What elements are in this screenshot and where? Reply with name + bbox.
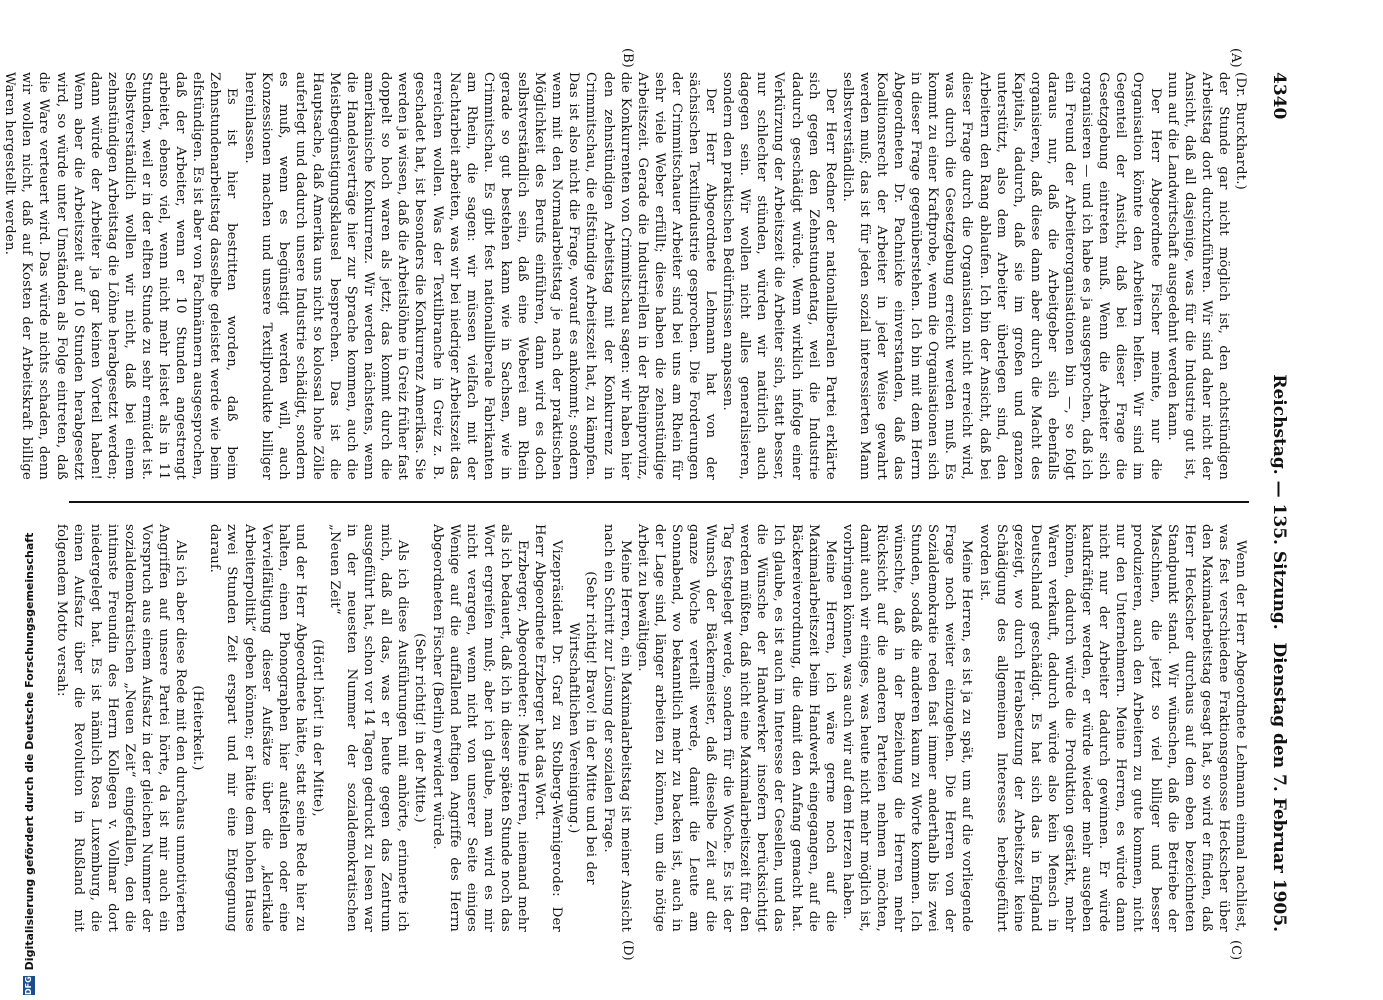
header-title: Reichstag. — 135. Sitzung. xyxy=(1269,374,1289,630)
left-paragraph: Der Herr Abgeordnete Lehmann hat von der sächsischen Textilindustrie gesprochen. Die Forderungen der Crimmitschauer Arbeiter sind bei uns am Rhein für sehr viele Weber erfüllt; diese haben die zehnstündige Arbeitszeit. Gerade die Industriellen in der Rheinprovinz, die Konkurrenten von Crimmitschau sagen: wir haben hier den zehnstündigen Arbeitstag mit der Konkurrenz in Crimmitschau, die elfstündige Arbeitszeit hat, zu kämpfen. Das ist also nicht die Frage, worauf es ankommt; sondern wenn mit den Normalarbeitstag je nach der praktischen Möglichkeit des Berufs einführen, dann wird es doch selbstverständlich sein, daß eine Weberei am Rhein gerade so gut bestehen kann wie in Sachsen, wie in Crimmitschau. Es gibt fest nationalliberale Fabrikanten am Rhein, die sagen: wir müssen vielfach mit der Nachtarbeit arbeiten, was wir bei niedriger Arbeitszeit das erreichen wollen. Was der Textilbranche in Greiz z. B. geschadet hat, ist besonders die Konkurrenz Amerikas. Sie werden ja wissen, daß die Arbeitslöhne in Greiz früher fast doppelt so hoch waren als jetzt; das kommt durch die amerikanische Konkurrenz. Wir werden nächstens, wenn die Handelsverträge hier zur Sprache kommen, auch die Meistbegünstigungsklausel besprechen. Das ist die Hauptsache, daß Amerika uns nicht so kolossal hohe Zölle auferlegt und dadurch unsere Industrie schädigt, sondern es muß, wenn es begünstigt werden will, auch Konzessionen machen und unsere Textilprodukte billiger hereinlassen. xyxy=(241,72,719,480)
right-column xyxy=(53,524,1249,932)
right-paragraph: Als ich diese Ausführungen mit anhörte, erinnerte ich mich, daß all das, was er heute gegen das Zentrum ausgeführt hat, schon vor 14 Tagen gedruckt zu lesen war in der neuesten Nummer der sozialdemokratischen „Neuen Zeit“ xyxy=(327,524,411,932)
right-paragraph: Meine Herren, ich wäre gerne noch auf die Maximalarbeitszeit beim Handwerk eingegangen, auf die Bäckereiverordnung, die damit den Anfang gemacht hat. Ich glaube, es ist auch im Interesse der Gesellen, und das die Wünsche der Handwerker insofern berücksichtigt werden müßten, daß nicht eine Maximalarbeitszeit für den Tag festgelegt werde, sondern für die Woche. Es ist der Wunsch der Bäckermeister, daß dieselbe Zeit auf die ganze Woche verteilt werde, damit die Leute am Sonnabend, wo bekanntlich mehr zu backen ist, auch in der Lage sind, länger arbeiten zu können, um die nötige Arbeit zu bewältigen. xyxy=(634,524,838,932)
left-paragraph: Der Herr Abgeordnete Fischer meinte, nur die Organisation könnte den Arbeitern helfen. Wir sind im Gegenteil der Ansicht, daß bei dieser Frage die Gesetzgebung eintreten muß. Wenn die Arbeiter sich organisieren — und ich habe es ja ausgesprochen, daß ich ein Freund der Arbeiterorganisationen bin —, so folgt daraus nur, daß die Arbeitgeber sich ebenfalls organisieren, daß diese dann aber durch die Macht des Kapitals, dadurch, daß sie im großen und ganzen unterstützt, also dem Arbeiter überlegen sind, den Arbeitern den Rang ablaufen. Ich bin der Ansicht, daß bei dieser Frage durch die Organisation nicht erreicht wird, was durch die Gesetzgebung erreicht werden muß. Es kommt zu einer Kraftprobe, wenn die Organisationen sich in dieser Frage gegenüberstehen. Ich bin mit dem Herrn Abgeordneten Dr. Pachnicke einverstanden, daß das Koalitionsrecht der Arbeiter in jeder Weise gewahrt werden muß; das ist für jeden sozial interessierten Mann selbstverständlich. xyxy=(839,72,1163,480)
margin-mark-d: (D) xyxy=(620,940,635,961)
margin-mark-a: (A) xyxy=(1228,48,1243,68)
left-column xyxy=(2,72,1249,481)
funding-footer xyxy=(18,532,40,995)
interjection: (Hört! hört! in der Mitte), xyxy=(309,639,325,817)
margin-mark-b: (B) xyxy=(620,48,635,68)
right-paragraph: Meine Herren, es ist ja zu spät, um auf die vorliegende Frage noch weiter einzugehen. Die Herren von der Sozialdemokratie reden fast immer anderthalb bis zwei Stunden, sodaß die anderen kaum zu Worte kommen. Ich wünschte, daß in der Beziehung die Herren mehr Rücksicht auf die anderen Parteien nehmen möchten, damit auch wir einiges, was heute nicht mehr möglich ist, vorbringen können, was auch wir auf dem Herzen haben. xyxy=(839,524,975,932)
header-date: Dienstag den 7. Februar 1905. xyxy=(1269,642,1289,932)
right-paragraph: Meine Herren, ein Maximalarbeitstag ist meiner Ansicht nach ein Schritt zur Lösung der sozialen Frage. xyxy=(600,524,633,932)
right-paragraph: Wenn der Herr Abgeordnete Lehmann einmal nachliest, was fest verschiedene Fraktionsgenosse Heckscher über den Maximalarbeitstag gesagt hat, so wird er finden, daß Herr Heckscher durchaus auf dem eben bezeichneten Standpunkt stand. Wir wünschen, daß die Betriebe der Maschinen, die jetzt so viel billiger und besser produzieren, auch den Arbeitern zu gute kommen, nicht nur den Unternehmern. Meine Herren, es würde dann nicht nur der Arbeiter dadurch gewinnen. Er würde kaufkräftiger werden, er würde wieder mehr ausgeben können, dadurch würde die Produktion gestärkt, mehr Waren verkauft, dadurch würde also kein Mensch in Deutschland geschädigt. Es hat sich das in England gezeigt, wo durch Herabsetzung der Arbeitszeit keine Schädigung des allgemeinen Interesses herbeigeführt worden ist. xyxy=(976,524,1248,932)
left-paragraph: der Stunde gar nicht möglich ist, den achtstündigen Arbeitstag dort durchzuführen. Wir sind daher nicht der Ansicht, daß all dasjenige, was für die Industrie gut ist, nun auf die Landwirtschaft ausgedehnt werden kann. xyxy=(1164,72,1231,480)
right-paragraph: Als ich aber diese Rede mit den durchaus unmotivierten Angriffen auf unsere Partei hörte, da ist mir auch ein Vorspruch aus einem Aufsatz in der gleichen Nummer der sozialdemokratischen „Neuen Zeit“ eingefallen, den die intimste Freundin des Herrn Kollegen v. Vollmar dort niedergelegt hat. Es ist nämlich Rosa Luxemburg, die einen Aufsatz über die Revolution in Rußland mit folgendem Motto versah: xyxy=(53,524,189,932)
funding-note: Digitalisierung gefördert durch die Deutsche Forschungsgemeinschaft xyxy=(22,532,36,971)
dfg-logo: DFG xyxy=(24,976,33,995)
interjection: (Heiterkeit.) xyxy=(190,685,206,771)
interjection: (Sehr richtig! Bravo! in der Mitte und bei der Wirtschaftlichen Vereinigung.) xyxy=(566,571,599,885)
speaker-tag: (Dr. Burckhardt.) xyxy=(1233,72,1248,190)
page-header xyxy=(1255,72,1295,932)
chair-announcement: Vizepräsident Dr. Graf zu Stolberg-Wernigerode: Der Herr Abgeordnete Erzberger hat das Wort. xyxy=(532,524,565,932)
column-divider xyxy=(69,501,1249,503)
right-paragraph: Erzberger, Abgeordneter: Meine Herren, niemand mehr als ich bedauert, daß ich in dieser späten Stunde noch das Wort ergreifen muß; aber ich glaube, man wird es mir nicht verargen, wenn nicht von unserer Seite einiges Wenige auf die auffallend heftigen Angriffe des Herrn Abgeordneten Fischer (Berlin) erwidert würde. xyxy=(429,524,531,932)
left-paragraph: Der Herr Redner der nationalliberalen Partei erklärte sich gegen den Zehnstundentag, weil die Industrie dadurch geschädigt würde. Wenn wirklich infolge einer Verkürzung der Arbeitszeit die Arbeiter sich, statt besser, nur schlechter stünden, würden wir natürlich auch dagegen sein. Wir wollen nicht alles generalisieren, sondern den praktischen Bedürfnissen anpassen. xyxy=(720,72,838,480)
page-number: 4340 xyxy=(1269,72,1289,120)
right-paragraph: und der Herr Abgeordnete hätte, statt seine Rede hier zu halten, einen Phonographen hier aufstellen oder eine Vervielfältigung dieser Aufsätze über die „klerikale Arbeiterpolitik“ geben können; er hätte dem hohen Hause zwei Stunden Zeit erspart und mir eine Entgegnung darauf. xyxy=(207,524,308,932)
interjection: (Sehr richtig! in der Mitte.) xyxy=(412,633,428,823)
margin-mark-c: (C) xyxy=(1228,940,1243,961)
left-paragraph: Es ist hier bestritten worden, daß beim Zehnstundenarbeitstag dasselbe geleistet werde wie beim elfstündigen. Es ist aber von Fachmännern ausgesprochen, daß der Arbeiter, wenn er 10 Stunden angestrengt arbeitet, ebenso viel, wenn nicht mehr leistet als in 11 Stunden, weil er in der elften Stunde zu sehr ermüdet ist. Selbstverständlich wollen wir nicht, daß bei einem zehnstündigen Arbeitstag die Löhne herabgesetzt werden; dann würde der Arbeiter ja gar keinen Vorteil haben! Wenn aber die Arbeitszeit auf 10 Stunden herabgesetzt wird, so würde unter Umständen als Folge eintreten, daß die Ware verteuert wird. Das würde nichts schaden, denn wir wollen nicht, daß auf Kosten der Arbeitskraft billige Waren hergestellt werden. xyxy=(2,72,240,481)
